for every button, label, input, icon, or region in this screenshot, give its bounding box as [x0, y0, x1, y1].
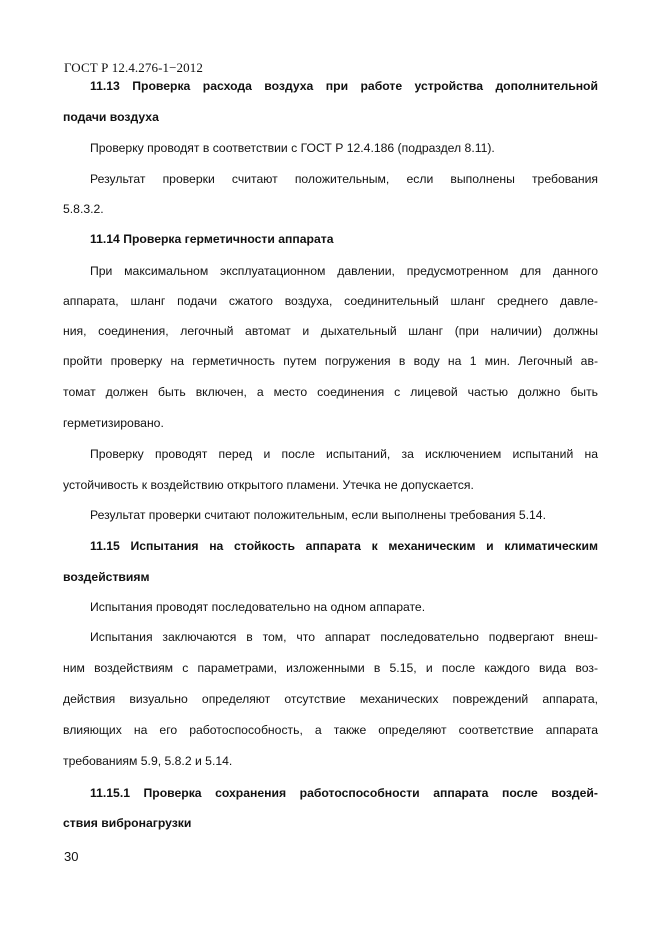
paragraph-line: 5.8.3.2.: [63, 202, 104, 216]
section-heading-11-13: 11.13 Проверка расхода воздуха при работе устройства дополнительной: [90, 79, 598, 93]
section-heading-11-15-1-cont: ствия вибронагрузки: [63, 816, 192, 830]
paragraph-line: требованиям 5.9, 5.8.2 и 5.14.: [63, 754, 233, 768]
section-heading-11-13-cont: подачи воздуха: [63, 110, 159, 124]
paragraph-line: пройти проверку на герметичность путем погружения в воду на 1 мин. Легочный ав-: [63, 354, 598, 368]
section-heading-11-15: 11.15 Испытания на стойкость аппарата к механическим и климатическим: [90, 539, 598, 553]
paragraph-line: Испытания заключаются в том, что аппарат последовательно подвергают внеш-: [90, 630, 598, 644]
paragraph-line: аппарата, шланг подачи сжатого воздуха, соединительный шланг среднего давле-: [63, 294, 598, 308]
section-heading-11-14: 11.14 Проверка герметичности аппарата: [90, 232, 334, 246]
paragraph-line: При максимальном эксплуатационном давлении, предусмотренном для данного: [90, 264, 598, 278]
paragraph-line: ния, соединения, легочный автомат и дыхательный шланг (при наличии) должны: [63, 324, 598, 338]
section-heading-11-15-cont: воздействиям: [63, 570, 150, 584]
page-number: 30: [64, 849, 79, 864]
paragraph-line: устойчивость к воздействию открытого пламени. Утечка не допускается.: [63, 478, 474, 492]
paragraph-line: герметизировано.: [63, 416, 164, 430]
paragraph-line: томат должен быть включен, а место соединения с лицевой частью должно быть: [63, 385, 598, 399]
paragraph-line: ним воздействиям с параметрами, изложенными в 5.15, и после каждого вида воз-: [63, 661, 598, 675]
paragraph-line: влияющих на его работоспособность, а также определяют соответствие аппарата: [63, 723, 598, 737]
paragraph-line: Испытания проводят последовательно на одном аппарате.: [90, 600, 426, 614]
document-header: ГОСТ Р 12.4.276-1−2012: [64, 60, 203, 75]
section-heading-11-15-1: 11.15.1 Проверка сохранения работоспособности аппарата после воздей-: [90, 786, 598, 800]
paragraph-line: Проверку проводят перед и после испытаний, за исключением испытаний на: [90, 447, 598, 461]
paragraph-line: Результат проверки считают положительным, если выполнены требования: [90, 172, 598, 186]
paragraph-line: Результат проверки считают положительным, если выполнены требования 5.14.: [90, 508, 546, 522]
paragraph-line: Проверку проводят в соответствии с ГОСТ Р 12.4.186 (подраздел 8.11).: [90, 141, 495, 155]
paragraph-line: действия визуально определяют отсутствие механических повреждений аппарата,: [63, 692, 598, 706]
